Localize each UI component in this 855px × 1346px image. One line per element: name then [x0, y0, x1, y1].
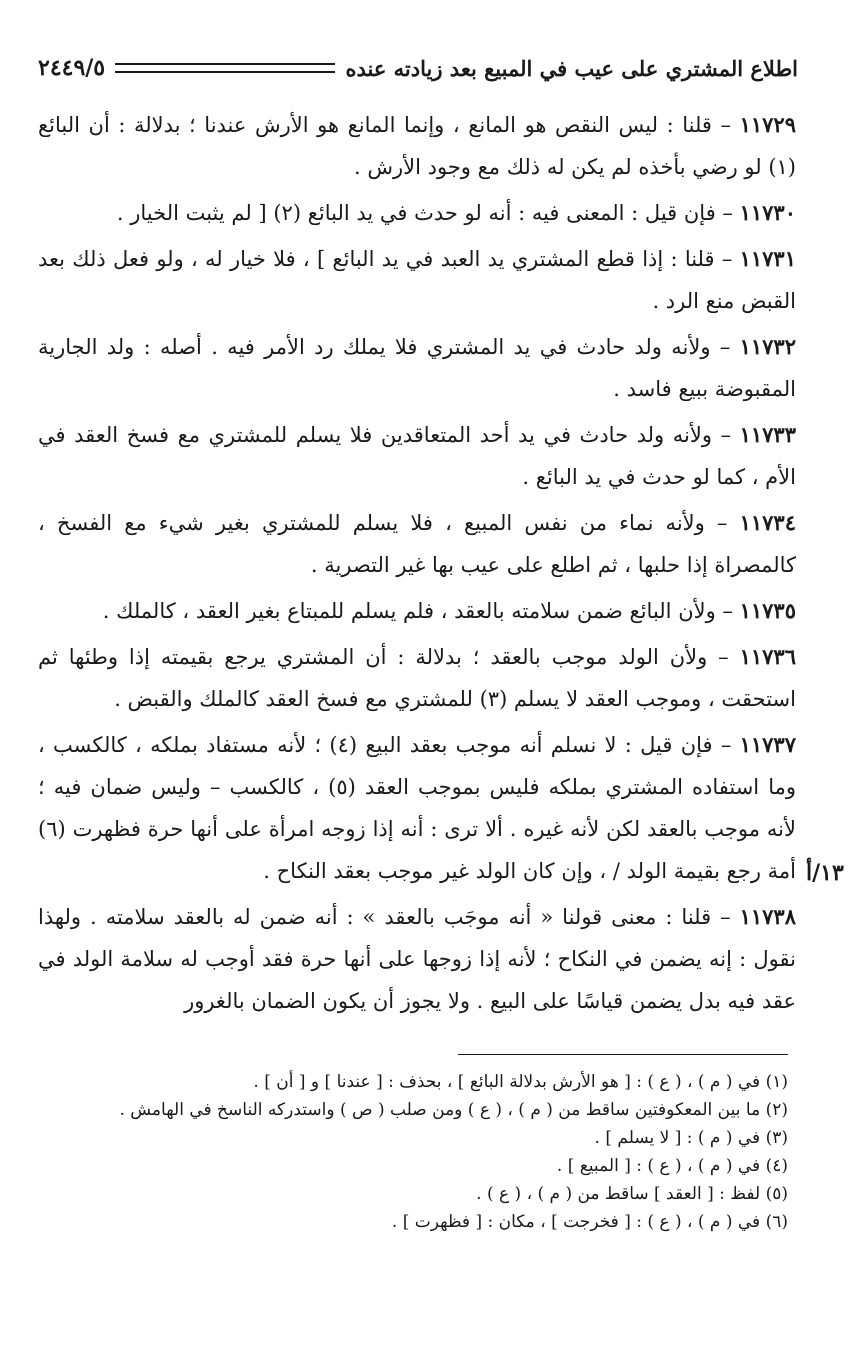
paragraph-number: ١١٧٣٦ [739, 644, 796, 669]
paragraph [38, 192, 796, 234]
paragraph-number: ١١٧٣١ [739, 246, 796, 271]
paragraph-number: ١١٧٣٥ [739, 598, 796, 623]
paragraph [38, 502, 796, 586]
paragraph-text: – ولأنه ولد حادث في يد المشتري فلا يملك رد الأمر فيه . أصله : ولد الجارية المقبوضة ببيع فاسد . [38, 335, 796, 401]
paragraph-number: ١١٧٣٨ [739, 904, 796, 929]
paragraph [38, 238, 796, 322]
header-divider [115, 63, 335, 73]
main-text [38, 104, 796, 1026]
paragraph-text: – قلنا : ليس النقص هو المانع ، وإنما المانع هو الأرش عندنا ؛ بدلالة : أن البائع (١) لو رضي بأخذه لم يكن له ذلك مع وجود الأرش . [38, 113, 796, 179]
footnote-divider [458, 1054, 788, 1055]
paragraph [38, 724, 796, 892]
footnote: (٣) في ( م ) : [ لا يسلم ] . [594, 1128, 788, 1148]
paragraph-text: – ولأن البائع ضمن سلامته بالعقد ، فلم يسلم للمبتاع بغير العقد ، كالملك . [102, 599, 740, 623]
paragraph [38, 896, 796, 1022]
paragraph-text: – ولأنه نماء من نفس المبيع ، فلا يسلم للمشتري بغير شيء مع الفسخ ، كالمصراة إذا حلبها ، ثم اطلع على عيب بها غير التصرية . [38, 511, 796, 577]
footnotes [38, 1068, 788, 1236]
footnote: (١) في ( م ) ، ( ع ) : [ هو الأرش بدلالة البائع ] ، بحذف : [ عندنا ] و [ أن ] . [253, 1072, 788, 1092]
paragraph [38, 326, 796, 410]
footnote: (٥) لفظ : [ العقد ] ساقط من ( م ) ، ( ع ) . [476, 1184, 788, 1204]
paragraph-number: ١١٧٣٣ [739, 422, 796, 447]
paragraph [38, 590, 796, 632]
footnote: (٦) في ( م ) ، ( ع ) : [ فخرجت ] ، مكان : [ فظهرت ] . [391, 1212, 788, 1232]
paragraph [38, 414, 796, 498]
paragraph-text: – ولأنه ولد حادث في يد أحد المتعاقدين فلا يسلم للمشتري مع فسخ العقد في الأم ، كما لو حدث في يد البائع . [38, 423, 796, 489]
paragraph [38, 104, 796, 188]
paragraph-number: ١١٧٣٢ [739, 334, 796, 359]
running-header [38, 48, 798, 88]
footnote: (٢) ما بين المعكوفتين ساقط من ( م ) ، ( ع ) ومن صلب ( ص ) واستدركه الناسخ في الهامش . [119, 1100, 788, 1120]
paragraph-text: – فإن قيل : لا نسلم أنه موجب بعقد البيع (٤) ؛ لأنه مستفاد بملكه ، كالكسب ، وما استفاده المشتري بملكه فليس بموجب العقد (٥) ، كالكسب – وليس ضمان فيه ؛ لأنه موجب بالعقد لكن لأنه غيره . ألا ترى : أنه إذا زوجه امرأة على أنها حرة فظهرت (٦) أمة رجع بقيمة الولد / ، وإن كان الولد غير موجب بعقد النكاح . [38, 733, 796, 883]
paragraph [38, 636, 796, 720]
paragraph-text: – قلنا : معنى قولنا « أنه موجَب بالعقد » : أنه ضمن له بالعقد سلامته . ولهذا نقول : إنه يضمن في النكاح ؛ لأنه إذا زوجها على أنها حرة فقد أوجب له سلامة الولد في عقد فيه بدل يضمن قياسًا على البيع . ولا يجوز أن يكون الضمان بالغرور [38, 905, 796, 1013]
paragraph-number: ١١٧٣٠ [739, 200, 796, 225]
paragraph-number: ١١٧٣٤ [739, 510, 796, 535]
paragraph-text: – قلنا : إذا قطع المشتري يد العبد في يد البائع ] ، فلا خيار له ، ولو فعل ذلك بعد القبض منع الرد . [38, 247, 796, 313]
page-number: ٢٤٤٩/٥ [38, 55, 106, 81]
paragraph-number: ١١٧٣٧ [739, 732, 796, 757]
paragraph-text: – ولأن الولد موجب بالعقد ؛ بدلالة : أن المشتري يرجع بقيمته إذا وطئها ثم استحقت ، وموجب العقد لا يسلم (٣) للمشتري مع فسخ العقد كالملك والقبض . [38, 645, 796, 711]
chapter-title: اطلاع المشتري على عيب في المبيع بعد زيادته عنده [345, 55, 798, 81]
paragraph-text: – فإن قيل : المعنى فيه : أنه لو حدث في يد البائع (٢) [ لم يثبت الخيار . [116, 201, 740, 225]
footnote: (٤) في ( م ) ، ( ع ) : [ المبيع ] . [556, 1156, 788, 1176]
manuscript-folio-marker: ١٣/أ [806, 860, 844, 886]
paragraph-number: ١١٧٢٩ [739, 112, 796, 137]
